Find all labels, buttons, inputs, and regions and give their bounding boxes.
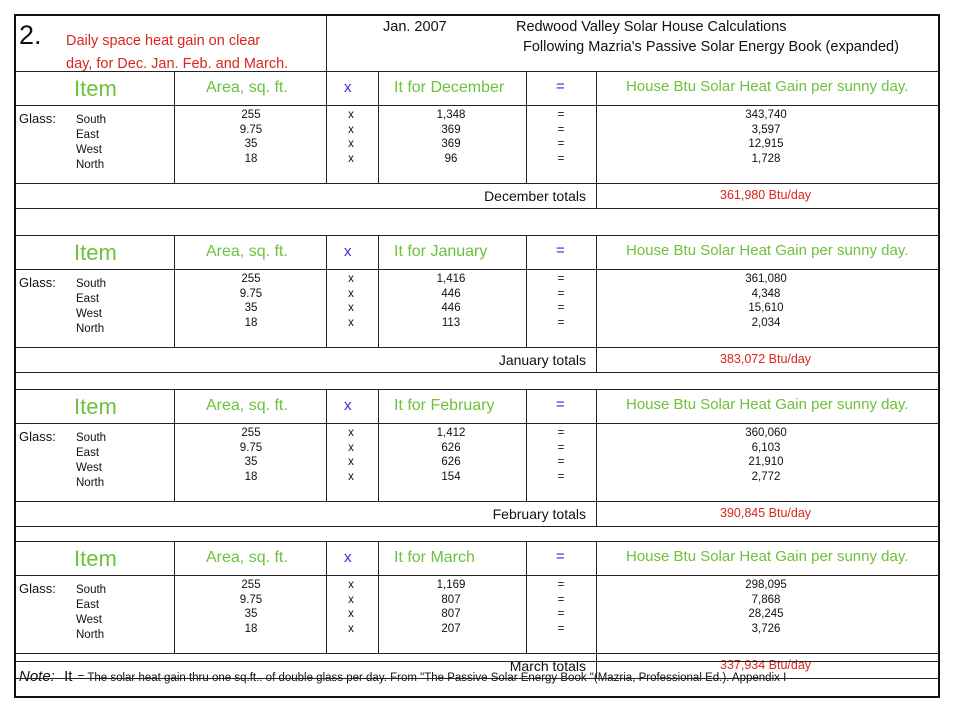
direction-label: West xyxy=(76,144,102,156)
total-divider xyxy=(596,653,597,678)
area-value: 35 xyxy=(244,456,258,468)
direction-label: East xyxy=(76,129,100,141)
it-value: 626 xyxy=(441,441,461,454)
times-mark: x xyxy=(348,109,354,121)
note-text: = The solar heat gain thru one sq.ft.. of double glass per day. From "The Passive Solar Energy Book "(Mazria, Professional Ed.). Appendix I xyxy=(77,672,787,684)
area-value: 255 xyxy=(241,427,261,439)
column-divider xyxy=(326,389,327,501)
item-header: Item xyxy=(74,394,117,419)
equals-mark: = xyxy=(557,302,565,314)
calculation-sheet xyxy=(14,14,940,698)
equals-header: = xyxy=(556,396,565,413)
item-header: Item xyxy=(74,76,117,101)
column-divider xyxy=(596,541,597,653)
direction-label: North xyxy=(76,629,105,641)
direction-label: South xyxy=(76,432,107,444)
section-header-rule xyxy=(16,105,940,106)
area-header: Area, sq. ft. xyxy=(206,79,288,96)
equals-mark: = xyxy=(557,441,565,454)
column-divider xyxy=(378,389,379,501)
column-divider xyxy=(378,71,379,183)
month-total-label: March totals xyxy=(509,658,586,674)
equals-mark: = xyxy=(557,138,565,150)
sheet-title: Redwood Valley Solar House Calculations xyxy=(516,19,787,35)
gain-value: 343,740 xyxy=(745,109,787,121)
column-divider xyxy=(526,71,527,183)
equals-header: = xyxy=(556,548,565,565)
gain-value: 28,245 xyxy=(748,608,784,620)
times-header: x xyxy=(344,397,352,414)
times-mark: x xyxy=(348,441,354,454)
it-value: 446 xyxy=(441,302,461,314)
column-divider xyxy=(596,71,597,183)
section-total-rule xyxy=(16,372,940,373)
area-value: 35 xyxy=(244,138,258,150)
sheet-subtitle: Following Mazria's Passive Solar Energy Book (expanded) xyxy=(523,39,899,55)
column-divider xyxy=(526,235,527,347)
sheet-description-line2: day, for Dec. Jan. Feb. and March. xyxy=(66,56,289,72)
times-mark: x xyxy=(348,273,354,285)
section-top-rule xyxy=(16,235,940,236)
gain-header: House Btu Solar Heat Gain per sunny day. xyxy=(626,548,909,565)
section-top-rule xyxy=(16,389,940,390)
note-symbol: It xyxy=(64,668,73,685)
times-header: x xyxy=(344,243,352,260)
column-divider xyxy=(596,235,597,347)
equals-mark: = xyxy=(557,273,565,285)
it-value: 154 xyxy=(441,470,461,483)
gain-value: 2,034 xyxy=(751,316,781,329)
section-header-rule xyxy=(16,575,940,576)
section-total-rule xyxy=(16,208,940,209)
gain-value: 21,910 xyxy=(748,456,784,468)
column-divider xyxy=(378,541,379,653)
month-total-value: 337,934 Btu/day xyxy=(720,658,812,672)
times-mark: x xyxy=(348,608,354,620)
it-value: 369 xyxy=(441,123,461,136)
it-value: 1,169 xyxy=(436,579,466,591)
header-divider xyxy=(326,16,327,71)
it-value: 446 xyxy=(441,287,461,300)
column-divider xyxy=(326,541,327,653)
equals-header: = xyxy=(556,242,565,259)
it-value: 1,416 xyxy=(436,273,466,285)
item-header: Item xyxy=(74,240,117,265)
equals-mark: = xyxy=(557,123,565,136)
section-data-rule xyxy=(16,347,940,348)
column-divider xyxy=(174,541,175,653)
equals-mark: = xyxy=(557,152,565,165)
month-total-label: February totals xyxy=(492,506,586,522)
equals-mark: = xyxy=(557,579,565,591)
month-total-value: 361,980 Btu/day xyxy=(720,188,812,202)
it-value: 369 xyxy=(441,138,461,150)
times-mark: x xyxy=(348,123,354,136)
times-mark: x xyxy=(348,470,354,483)
it-header: It for February xyxy=(394,397,495,414)
times-mark: x xyxy=(348,579,354,591)
area-value: 18 xyxy=(244,622,258,635)
area-value: 18 xyxy=(244,152,258,165)
times-mark: x xyxy=(348,622,354,635)
column-divider xyxy=(378,235,379,347)
direction-label: West xyxy=(76,308,102,320)
column-divider xyxy=(526,389,527,501)
column-divider xyxy=(174,389,175,501)
sheet-number: 2. xyxy=(19,20,42,50)
direction-label: North xyxy=(76,159,105,171)
times-mark: x xyxy=(348,593,354,606)
area-value: 18 xyxy=(244,470,258,483)
it-value: 626 xyxy=(441,456,461,468)
equals-mark: = xyxy=(557,456,565,468)
gain-header: House Btu Solar Heat Gain per sunny day. xyxy=(626,78,909,95)
equals-mark: = xyxy=(557,470,565,483)
total-divider xyxy=(596,347,597,372)
column-divider xyxy=(326,235,327,347)
direction-label: East xyxy=(76,599,100,611)
gain-header: House Btu Solar Heat Gain per sunny day. xyxy=(626,396,909,413)
direction-label: East xyxy=(76,447,100,459)
direction-label: North xyxy=(76,323,105,335)
area-header: Area, sq. ft. xyxy=(206,397,288,414)
area-header: Area, sq. ft. xyxy=(206,243,288,260)
month-total-value: 383,072 Btu/day xyxy=(720,352,812,366)
area-value: 9.75 xyxy=(239,123,263,136)
total-divider xyxy=(596,501,597,526)
equals-mark: = xyxy=(557,593,565,606)
it-value: 113 xyxy=(441,316,461,329)
glass-label: Glass: xyxy=(19,581,56,596)
times-mark: x xyxy=(348,316,354,329)
area-value: 9.75 xyxy=(239,287,263,300)
note xyxy=(19,668,786,685)
glass-label: Glass: xyxy=(19,429,56,444)
note-rule xyxy=(16,661,940,662)
direction-label: South xyxy=(76,584,107,596)
month-total-label: January totals xyxy=(498,352,586,368)
equals-mark: = xyxy=(557,109,565,121)
direction-label: East xyxy=(76,293,100,305)
area-value: 9.75 xyxy=(239,593,263,606)
gain-value: 15,610 xyxy=(748,302,784,314)
section-data-rule xyxy=(16,501,940,502)
times-header: x xyxy=(344,549,352,566)
area-header: Area, sq. ft. xyxy=(206,549,288,566)
it-header: It for January xyxy=(394,243,488,260)
direction-label: South xyxy=(76,278,107,290)
sheet-date: Jan. 2007 xyxy=(383,19,447,35)
area-value: 35 xyxy=(244,302,258,314)
column-divider xyxy=(596,389,597,501)
times-mark: x xyxy=(348,302,354,314)
gain-header: House Btu Solar Heat Gain per sunny day. xyxy=(626,242,909,259)
area-value: 255 xyxy=(241,579,261,591)
gain-value: 1,728 xyxy=(751,152,781,165)
column-divider xyxy=(326,71,327,183)
gain-value: 3,726 xyxy=(751,622,781,635)
column-divider xyxy=(174,235,175,347)
direction-label: West xyxy=(76,462,102,474)
area-value: 9.75 xyxy=(239,441,263,454)
section-header-rule xyxy=(16,269,940,270)
gain-value: 361,080 xyxy=(745,273,787,285)
month-total-label: December totals xyxy=(484,188,586,204)
area-value: 255 xyxy=(241,273,261,285)
item-header: Item xyxy=(74,546,117,571)
equals-mark: = xyxy=(557,316,565,329)
section-data-rule xyxy=(16,183,940,184)
sheet-description-line1: Daily space heat gain on clear xyxy=(66,33,261,49)
glass-label: Glass: xyxy=(19,111,56,126)
direction-label: West xyxy=(76,614,102,626)
area-value: 18 xyxy=(244,316,258,329)
section-total-rule xyxy=(16,526,940,527)
glass-label: Glass: xyxy=(19,275,56,290)
equals-mark: = xyxy=(557,608,565,620)
month-total-value: 390,845 Btu/day xyxy=(720,506,812,520)
equals-mark: = xyxy=(557,287,565,300)
direction-label: South xyxy=(76,114,107,126)
it-value: 1,412 xyxy=(436,427,466,439)
equals-mark: = xyxy=(557,622,565,635)
total-divider xyxy=(596,183,597,208)
column-divider xyxy=(174,71,175,183)
gain-value: 298,095 xyxy=(745,579,787,591)
it-value: 807 xyxy=(441,593,461,606)
times-mark: x xyxy=(348,138,354,150)
direction-label: North xyxy=(76,477,105,489)
it-header: It for December xyxy=(394,79,505,96)
it-header: It for March xyxy=(394,549,475,566)
times-mark: x xyxy=(348,287,354,300)
gain-value: 6,103 xyxy=(751,441,781,454)
times-header: x xyxy=(344,79,352,96)
section-data-rule xyxy=(16,653,940,654)
equals-header: = xyxy=(556,78,565,95)
gain-value: 360,060 xyxy=(745,427,787,439)
section-top-rule xyxy=(16,71,940,72)
it-value: 807 xyxy=(441,608,461,620)
it-value: 207 xyxy=(441,622,461,635)
equals-mark: = xyxy=(557,427,565,439)
times-mark: x xyxy=(348,456,354,468)
column-divider xyxy=(526,541,527,653)
gain-value: 2,772 xyxy=(751,470,781,483)
gain-value: 3,597 xyxy=(751,123,781,136)
gain-value: 7,868 xyxy=(751,593,781,606)
section-header-rule xyxy=(16,423,940,424)
gain-value: 12,915 xyxy=(748,138,784,150)
section-top-rule xyxy=(16,541,940,542)
times-mark: x xyxy=(348,427,354,439)
area-value: 35 xyxy=(244,608,258,620)
times-mark: x xyxy=(348,152,354,165)
section-total-rule xyxy=(16,678,940,679)
note-label: Note: xyxy=(19,668,55,685)
it-value: 1,348 xyxy=(436,109,466,121)
it-value: 96 xyxy=(444,152,458,165)
area-value: 255 xyxy=(241,109,261,121)
gain-value: 4,348 xyxy=(751,287,781,300)
